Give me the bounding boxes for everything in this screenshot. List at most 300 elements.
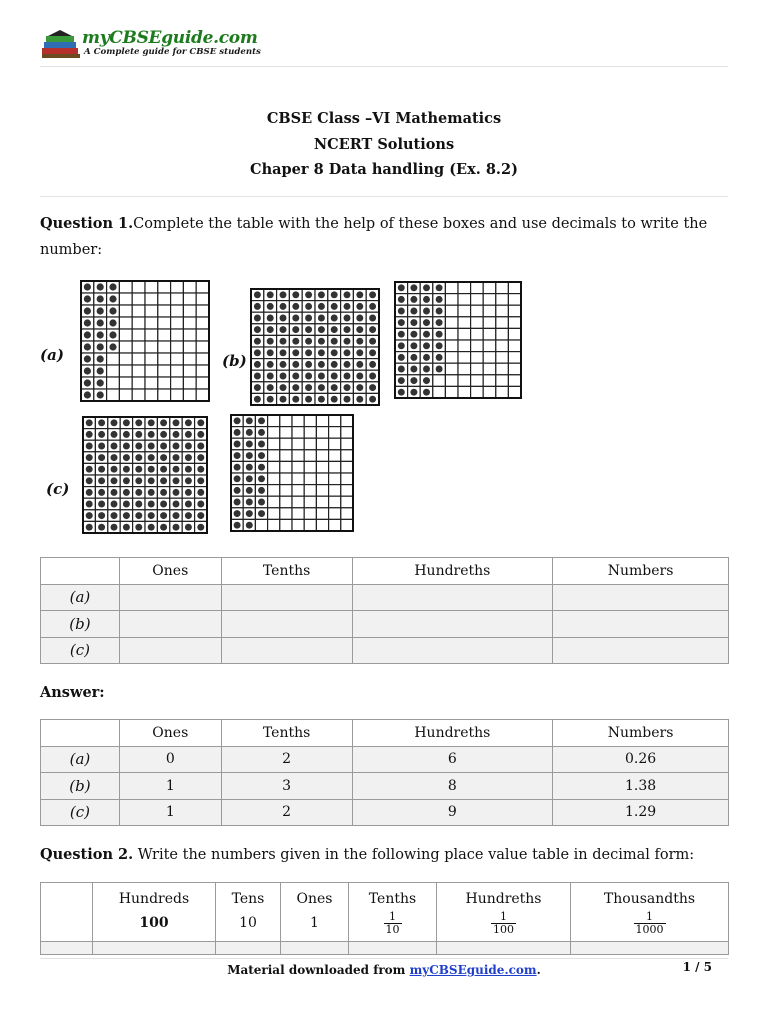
shaded-cell-mark	[356, 338, 363, 345]
grid-cell	[508, 386, 521, 398]
grid-cell	[458, 340, 471, 352]
shaded-cell-mark	[84, 283, 91, 290]
shaded-cell-mark	[160, 489, 167, 496]
grid-cell	[304, 450, 316, 462]
grid-cell	[445, 328, 458, 340]
shaded-cell-mark	[84, 355, 91, 362]
question-1-label: Question 1.	[40, 215, 134, 232]
shaded-cell-mark	[185, 524, 192, 531]
shaded-cell-mark	[280, 349, 287, 356]
shaded-cell-mark	[331, 326, 338, 333]
shaded-cell-mark	[123, 501, 130, 508]
col-ones: Ones	[119, 558, 221, 585]
shaded-cell-mark	[280, 315, 287, 322]
shaded-cell-mark	[98, 477, 105, 484]
shaded-cell-mark	[254, 361, 261, 368]
shaded-cell-mark	[173, 419, 180, 426]
grid-cell	[445, 282, 458, 294]
grid-cell	[280, 450, 292, 462]
grid-cell	[158, 293, 171, 305]
shaded-cell-mark	[292, 291, 299, 298]
shaded-cell-mark	[280, 361, 287, 368]
grid-cell	[158, 317, 171, 329]
col-numbers: Numbers	[553, 558, 729, 585]
question-2-label: Question 2.	[40, 846, 134, 863]
shaded-cell-mark	[344, 338, 351, 345]
grid-cell	[158, 389, 171, 401]
shaded-cell-mark	[197, 489, 204, 496]
shaded-cell-mark	[148, 489, 155, 496]
grid-cell	[196, 317, 209, 329]
grid-cell	[268, 415, 280, 427]
figure-label-a: (a)	[40, 346, 64, 364]
grid-cell	[183, 329, 196, 341]
document-titles	[0, 106, 768, 183]
shaded-cell-mark	[148, 454, 155, 461]
shaded-cell-mark	[258, 510, 265, 517]
shaded-cell-mark	[344, 373, 351, 380]
shaded-cell-mark	[305, 326, 312, 333]
shaded-cell-mark	[135, 431, 142, 438]
grid-box-a	[80, 280, 210, 402]
grid-cell	[458, 386, 471, 398]
shaded-cell-mark	[398, 366, 405, 373]
grid-cell	[329, 438, 341, 450]
shaded-cell-mark	[318, 349, 325, 356]
shaded-cell-mark	[123, 419, 130, 426]
shaded-cell-mark	[97, 331, 104, 338]
shaded-cell-mark	[267, 361, 274, 368]
shaded-cell-mark	[318, 291, 325, 298]
shaded-cell-mark	[111, 443, 118, 450]
shaded-cell-mark	[148, 512, 155, 519]
answer-label: Answer:	[40, 684, 105, 701]
grid-cell	[329, 519, 341, 531]
shaded-cell-mark	[97, 283, 104, 290]
grid-cell	[158, 281, 171, 293]
shaded-cell-mark	[423, 319, 430, 326]
question-1-text: Complete the table with the help of these boxes and use decimals to write the number:	[40, 216, 708, 258]
grid-cell	[496, 294, 509, 306]
shaded-cell-mark	[84, 391, 91, 398]
shaded-cell-mark	[246, 464, 253, 471]
grid-cell	[329, 450, 341, 462]
shaded-cell-mark	[331, 291, 338, 298]
shaded-cell-mark	[234, 452, 241, 459]
grid-cell	[119, 353, 132, 365]
shaded-cell-mark	[84, 307, 91, 314]
table-row: (b) 1 3 8 1.38	[41, 773, 729, 800]
shaded-cell-mark	[111, 512, 118, 519]
shaded-cell-mark	[135, 489, 142, 496]
shaded-cell-mark	[185, 477, 192, 484]
shaded-cell-mark	[267, 303, 274, 310]
shaded-cell-mark	[160, 431, 167, 438]
grid-cell	[158, 353, 171, 365]
page-number: 1 / 5	[682, 960, 712, 974]
grid-cell	[329, 485, 341, 497]
grid-cell	[119, 293, 132, 305]
grid-cell	[496, 375, 509, 387]
shaded-cell-mark	[148, 419, 155, 426]
grid-cell	[316, 450, 328, 462]
grid-cell	[292, 485, 304, 497]
shaded-cell-mark	[98, 466, 105, 473]
shaded-cell-mark	[369, 338, 376, 345]
grid-cell	[329, 496, 341, 508]
shaded-cell-mark	[197, 466, 204, 473]
shaded-cell-mark	[305, 291, 312, 298]
grid-cell	[171, 365, 184, 377]
shaded-cell-mark	[246, 499, 253, 506]
shaded-cell-mark	[173, 512, 180, 519]
grid-cell	[458, 317, 471, 329]
shaded-cell-mark	[254, 291, 261, 298]
shaded-cell-mark	[109, 295, 116, 302]
grid-cell	[508, 294, 521, 306]
table-row: (b)	[41, 611, 729, 638]
question-2	[40, 842, 730, 868]
shaded-cell-mark	[292, 303, 299, 310]
shaded-cell-mark	[305, 338, 312, 345]
shaded-cell-mark	[369, 384, 376, 391]
grid-cell	[508, 340, 521, 352]
shaded-cell-mark	[173, 501, 180, 508]
grid-cell	[471, 328, 484, 340]
grid-cell	[119, 377, 132, 389]
shaded-cell-mark	[436, 284, 443, 291]
shaded-cell-mark	[254, 315, 261, 322]
shaded-cell-mark	[173, 431, 180, 438]
shaded-cell-mark	[356, 291, 363, 298]
shaded-cell-mark	[254, 373, 261, 380]
shaded-cell-mark	[292, 396, 299, 403]
shaded-cell-mark	[123, 466, 130, 473]
grid-cell	[119, 281, 132, 293]
shaded-cell-mark	[97, 319, 104, 326]
shaded-cell-mark	[369, 373, 376, 380]
grid-cell	[145, 353, 158, 365]
grid-cell	[496, 340, 509, 352]
shaded-cell-mark	[109, 331, 116, 338]
grid-cell	[132, 341, 145, 353]
shaded-cell-mark	[258, 487, 265, 494]
grid-cell	[304, 485, 316, 497]
shaded-cell-mark	[135, 524, 142, 531]
grid-cell	[483, 363, 496, 375]
shaded-cell-mark	[436, 366, 443, 373]
grid-cell	[458, 363, 471, 375]
title-line-2: NCERT Solutions	[313, 135, 455, 153]
shaded-cell-mark	[148, 466, 155, 473]
grid-cell	[292, 450, 304, 462]
shaded-cell-mark	[98, 419, 105, 426]
shaded-cell-mark	[109, 307, 116, 314]
shaded-cell-mark	[135, 454, 142, 461]
figure-label-c: (c)	[46, 480, 70, 498]
shaded-cell-mark	[185, 419, 192, 426]
shaded-cell-mark	[160, 466, 167, 473]
grid-cell	[158, 377, 171, 389]
title-divider	[40, 196, 728, 197]
shaded-cell-mark	[369, 315, 376, 322]
grid-cell	[496, 305, 509, 317]
shaded-cell-mark	[123, 477, 130, 484]
shaded-cell-mark	[173, 524, 180, 531]
grid-cell	[458, 375, 471, 387]
grid-cell	[132, 293, 145, 305]
grid-cell	[292, 496, 304, 508]
grid-cell	[341, 485, 353, 497]
footer-link[interactable]: myCBSEguide.com	[409, 963, 537, 977]
grid-cell	[183, 293, 196, 305]
title-line-1: CBSE Class –VI Mathematics	[266, 110, 502, 127]
header-divider	[40, 66, 728, 67]
shaded-cell-mark	[111, 431, 118, 438]
shaded-cell-mark	[267, 396, 274, 403]
grid-cell	[268, 461, 280, 473]
shaded-cell-mark	[234, 499, 241, 506]
grid-cell	[145, 317, 158, 329]
shaded-cell-mark	[305, 349, 312, 356]
shaded-cell-mark	[86, 501, 93, 508]
shaded-cell-mark	[86, 466, 93, 473]
grid-cell	[496, 363, 509, 375]
shaded-cell-mark	[97, 307, 104, 314]
shaded-cell-mark	[436, 354, 443, 361]
shaded-cell-mark	[398, 284, 405, 291]
shaded-cell-mark	[234, 522, 241, 529]
shaded-cell-mark	[436, 308, 443, 315]
decimal-grid-figure	[40, 276, 540, 538]
grid-cell	[445, 317, 458, 329]
shaded-cell-mark	[305, 384, 312, 391]
shaded-cell-mark	[234, 441, 241, 448]
shaded-cell-mark	[267, 373, 274, 380]
footer: Material downloaded from myCBSEguide.com.	[227, 963, 541, 977]
shaded-cell-mark	[234, 429, 241, 436]
grid-cell	[508, 375, 521, 387]
shaded-cell-mark	[86, 489, 93, 496]
books-icon	[40, 30, 82, 60]
grid-cell	[145, 377, 158, 389]
shaded-cell-mark	[356, 396, 363, 403]
grid-cell	[145, 365, 158, 377]
shaded-cell-mark	[344, 303, 351, 310]
grid-cell	[119, 341, 132, 353]
table-row: (a) 0 2 6 0.26	[41, 746, 729, 773]
grid-cell	[196, 353, 209, 365]
grid-cell	[341, 438, 353, 450]
grid-cell	[304, 519, 316, 531]
shaded-cell-mark	[410, 377, 417, 384]
logo-tagline: A Complete guide for CBSE students	[84, 47, 261, 57]
shaded-cell-mark	[111, 477, 118, 484]
grid-cell	[458, 294, 471, 306]
shaded-cell-mark	[84, 367, 91, 374]
grid-cell	[132, 329, 145, 341]
grid-cell	[458, 352, 471, 364]
shaded-cell-mark	[86, 443, 93, 450]
grid-cell	[329, 415, 341, 427]
shaded-cell-mark	[98, 501, 105, 508]
grid-cell	[196, 389, 209, 401]
figure-label-b: (b)	[222, 352, 247, 370]
shaded-cell-mark	[135, 443, 142, 450]
grid-cell	[445, 340, 458, 352]
shaded-cell-mark	[292, 349, 299, 356]
grid-cell	[171, 329, 184, 341]
grid-cell	[158, 329, 171, 341]
footer-divider	[40, 958, 728, 959]
grid-cell	[316, 519, 328, 531]
grid-cell	[292, 508, 304, 520]
grid-cell	[508, 352, 521, 364]
shaded-cell-mark	[148, 443, 155, 450]
shaded-cell-mark	[410, 366, 417, 373]
shaded-cell-mark	[173, 477, 180, 484]
shaded-cell-mark	[318, 384, 325, 391]
shaded-cell-mark	[258, 475, 265, 482]
grid-cell	[183, 341, 196, 353]
shaded-cell-mark	[109, 343, 116, 350]
grid-cell	[445, 305, 458, 317]
grid-cell	[145, 329, 158, 341]
table-row: (c)	[41, 637, 729, 664]
shaded-cell-mark	[111, 501, 118, 508]
shaded-cell-mark	[135, 501, 142, 508]
grid-cell	[508, 317, 521, 329]
shaded-cell-mark	[160, 501, 167, 508]
answer-table	[40, 719, 729, 826]
shaded-cell-mark	[97, 343, 104, 350]
shaded-cell-mark	[197, 477, 204, 484]
shaded-cell-mark	[109, 283, 116, 290]
shaded-cell-mark	[197, 419, 204, 426]
grid-cell	[316, 508, 328, 520]
shaded-cell-mark	[254, 384, 261, 391]
grid-box-c-full	[82, 416, 208, 534]
grid-cell	[445, 294, 458, 306]
grid-cell	[471, 305, 484, 317]
shaded-cell-mark	[86, 454, 93, 461]
shaded-cell-mark	[436, 296, 443, 303]
shaded-cell-mark	[410, 284, 417, 291]
shaded-cell-mark	[86, 419, 93, 426]
grid-cell	[483, 282, 496, 294]
shaded-cell-mark	[410, 342, 417, 349]
grid-cell	[196, 377, 209, 389]
grid-cell	[280, 461, 292, 473]
shaded-cell-mark	[123, 443, 130, 450]
grid-box-b-partial	[394, 281, 522, 399]
grid-cell	[268, 473, 280, 485]
grid-cell	[268, 508, 280, 520]
shaded-cell-mark	[369, 291, 376, 298]
question-1	[40, 211, 730, 263]
grid-cell	[508, 328, 521, 340]
site-logo[interactable]	[40, 28, 270, 62]
shaded-cell-mark	[436, 319, 443, 326]
grid-cell	[458, 282, 471, 294]
shaded-cell-mark	[331, 349, 338, 356]
grid-cell	[316, 438, 328, 450]
shaded-cell-mark	[234, 475, 241, 482]
shaded-cell-mark	[267, 291, 274, 298]
grid-cell	[471, 294, 484, 306]
shaded-cell-mark	[111, 489, 118, 496]
shaded-cell-mark	[246, 487, 253, 494]
shaded-cell-mark	[246, 452, 253, 459]
grid-box-b-full	[250, 288, 380, 406]
shaded-cell-mark	[410, 331, 417, 338]
grid-cell	[268, 427, 280, 439]
shaded-cell-mark	[331, 303, 338, 310]
shaded-cell-mark	[344, 361, 351, 368]
shaded-cell-mark	[185, 489, 192, 496]
shaded-cell-mark	[369, 326, 376, 333]
shaded-cell-mark	[356, 384, 363, 391]
shaded-cell-mark	[356, 349, 363, 356]
grid-cell	[445, 363, 458, 375]
shaded-cell-mark	[292, 373, 299, 380]
grid-cell	[183, 389, 196, 401]
shaded-cell-mark	[398, 377, 405, 384]
shaded-cell-mark	[97, 355, 104, 362]
grid-box-c-partial	[230, 414, 354, 532]
grid-cell	[483, 375, 496, 387]
shaded-cell-mark	[305, 361, 312, 368]
grid-cell	[280, 508, 292, 520]
grid-cell	[316, 415, 328, 427]
grid-cell	[304, 473, 316, 485]
shaded-cell-mark	[173, 443, 180, 450]
grid-cell	[145, 281, 158, 293]
grid-cell	[171, 305, 184, 317]
shaded-cell-mark	[344, 384, 351, 391]
shaded-cell-mark	[135, 512, 142, 519]
shaded-cell-mark	[398, 308, 405, 315]
grid-cell	[171, 389, 184, 401]
grid-cell	[171, 341, 184, 353]
shaded-cell-mark	[84, 343, 91, 350]
grid-cell	[132, 305, 145, 317]
grid-cell	[196, 341, 209, 353]
grid-cell	[471, 352, 484, 364]
shaded-cell-mark	[398, 319, 405, 326]
shaded-cell-mark	[369, 303, 376, 310]
shaded-cell-mark	[234, 487, 241, 494]
grid-cell	[196, 305, 209, 317]
grid-cell	[132, 281, 145, 293]
shaded-cell-mark	[97, 391, 104, 398]
grid-cell	[445, 386, 458, 398]
shaded-cell-mark	[246, 441, 253, 448]
shaded-cell-mark	[258, 441, 265, 448]
grid-cell	[280, 519, 292, 531]
grid-cell	[119, 317, 132, 329]
shaded-cell-mark	[185, 443, 192, 450]
shaded-cell-mark	[258, 499, 265, 506]
grid-cell	[341, 450, 353, 462]
shaded-cell-mark	[267, 315, 274, 322]
fraction-one-thousandth: $\frac{1}{1000}$	[635, 910, 664, 936]
shaded-cell-mark	[423, 366, 430, 373]
shaded-cell-mark	[305, 373, 312, 380]
shaded-cell-mark	[398, 342, 405, 349]
shaded-cell-mark	[423, 284, 430, 291]
grid-cell	[183, 305, 196, 317]
